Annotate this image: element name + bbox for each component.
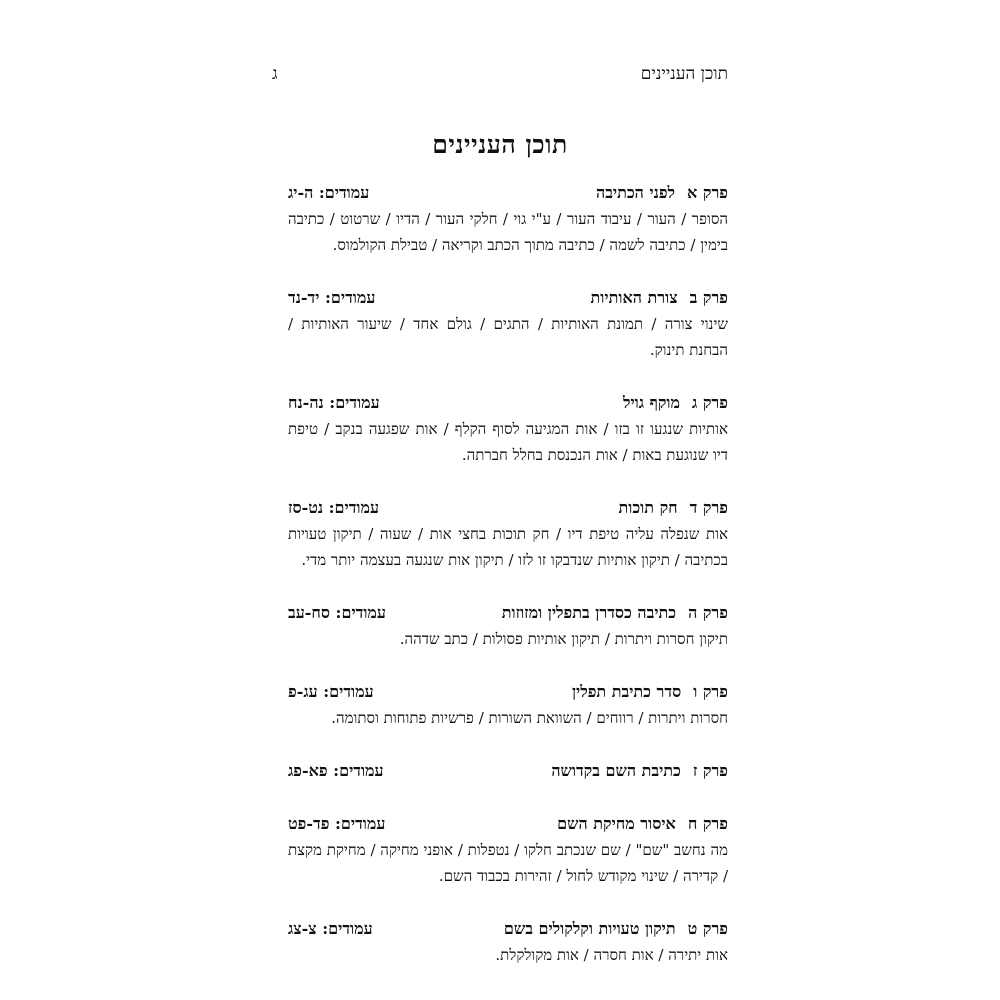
running-head	[272, 62, 728, 86]
topic-line: דיו שנוגעת באות / אות הנכנסת בחלל חברתה.	[461, 446, 728, 464]
chapter-heading	[288, 600, 728, 626]
chapter-name: מוקף גויל	[622, 393, 681, 412]
chapter-topics	[288, 206, 728, 258]
toc-chapter	[288, 758, 728, 784]
chapter-pages: עמודים: פד-פט	[288, 814, 386, 833]
chapter-name: כתיבה כסדרן בתפלין ומזוזות	[501, 603, 677, 622]
chapter-title-group	[557, 811, 728, 837]
chapter-title-group	[572, 679, 728, 705]
chapter-number: פרק א	[687, 183, 728, 202]
topic-line: אות שנפלה עליה טיפת דיו / חק תוכות בחצי אות / שעוה / תיקון טעויות	[288, 525, 728, 543]
toc-chapter	[288, 811, 728, 889]
chapter-topics	[288, 626, 728, 652]
chapter-pages: עמודים: נט-סז	[288, 498, 380, 517]
chapter-topics	[288, 416, 728, 468]
chapter-heading	[288, 758, 728, 784]
chapter-heading	[288, 811, 728, 837]
topic-line: בימין / כתיבה לשמה / כתיבה מתוך הכתב וקריאה / טבילת הקולמוס.	[332, 236, 728, 254]
chapter-topics	[288, 942, 728, 968]
chapter-number: פרק ה	[688, 603, 728, 622]
topic-line: שינוי צורה / תמונת האותיות / התגים / גולם אחד / שיעור האותיות /	[288, 315, 728, 333]
topic-line: / קדירה / שינוי מקודש לחול / זהירות בכבוד השם.	[438, 867, 728, 885]
page-number: ג	[272, 64, 278, 84]
chapter-name: צורת האותיות	[590, 288, 678, 307]
chapter-pages: עמודים: ה-יג	[288, 183, 370, 202]
chapter-name: תיקון טעויות וקלקולים בשם	[503, 919, 676, 938]
running-head-title: תוכן העניינים	[640, 64, 728, 84]
chapter-name: חק תוכות	[618, 498, 678, 517]
chapter-heading	[288, 285, 728, 311]
page-title: תוכן העניינים	[432, 130, 568, 159]
chapter-heading	[288, 916, 728, 942]
topic-line: מה נחשב "שם" / שם שנכתב חלקו / נטפלות / אופני מחיקה / מחיקת מקצת	[288, 841, 728, 859]
chapter-heading	[288, 679, 728, 705]
topic-line: הסופר / העור / עיבוד העור / ע"י גוי / חלקי העור / הדיו / שרטוט / כתיבה	[288, 210, 728, 228]
chapter-number: פרק ח	[687, 814, 728, 833]
chapter-pages: עמודים: פא-פג	[288, 761, 384, 780]
topic-line: חסרות ויתרות / רווחים / השוואת השורות / פרשיות פתוחות וסתומה.	[331, 709, 728, 727]
chapter-pages: עמודים: סח-עב	[288, 603, 386, 622]
chapter-title-group	[502, 600, 728, 626]
toc-chapter	[288, 600, 728, 652]
toc-chapter	[288, 495, 728, 573]
toc-chapter	[288, 916, 728, 968]
topic-line: תיקון חסרות ויתרות / תיקון אותיות פסולות / כתב שדהה.	[399, 630, 728, 648]
chapter-title-group	[623, 390, 728, 416]
chapter-topics	[288, 521, 728, 573]
chapter-title-group	[504, 916, 728, 942]
toc-chapter	[288, 390, 728, 468]
chapter-topics	[288, 837, 728, 889]
chapter-name: סדר כתיבת תפלין	[571, 682, 682, 701]
chapter-topics	[288, 705, 728, 731]
topic-line: אותיות שנגעו זו בזו / אות המגיעה לסוף הקלף / אות שפגעה בנקב / טיפת	[288, 420, 728, 438]
chapter-heading	[288, 390, 728, 416]
topic-line: הבחנת תינוק.	[649, 341, 728, 359]
toc-chapter	[288, 180, 728, 258]
chapter-number: פרק ב	[689, 288, 728, 307]
chapter-number: פרק ד	[689, 498, 728, 517]
chapter-title-group	[618, 495, 728, 521]
chapter-number: פרק ט	[687, 919, 728, 938]
chapter-heading	[288, 495, 728, 521]
topic-line: בכתיבה / תיקון אותיות שנדבקו זו לזו / תיקון אות שנגעה בעצמה יותר מדי.	[301, 551, 728, 569]
chapter-pages: עמודים: יד-נד	[288, 288, 376, 307]
chapter-pages: עמודים: עג-פ	[288, 682, 374, 701]
toc-chapter	[288, 285, 728, 363]
chapter-number: פרק ו	[693, 682, 728, 701]
chapter-name: לפני הכתיבה	[595, 183, 676, 202]
chapter-topics	[288, 311, 728, 363]
topic-line: אות יתירה / אות חסרה / אות מקולקלת.	[495, 946, 728, 964]
chapter-number: פרק ז	[692, 761, 728, 780]
chapter-title-group	[551, 758, 728, 784]
chapter-pages: עמודים: נה-נח	[288, 393, 380, 412]
chapter-name: איסור מחיקת השם	[557, 814, 676, 833]
chapter-heading	[288, 180, 728, 206]
table-of-contents	[288, 180, 728, 995]
chapter-name: כתיבת השם בקדושה	[551, 761, 681, 780]
chapter-number: פרק ג	[692, 393, 728, 412]
toc-chapter	[288, 679, 728, 731]
chapter-pages: עמודים: צ-צג	[288, 919, 373, 938]
chapter-title-group	[591, 285, 728, 311]
chapter-title-group	[596, 180, 728, 206]
